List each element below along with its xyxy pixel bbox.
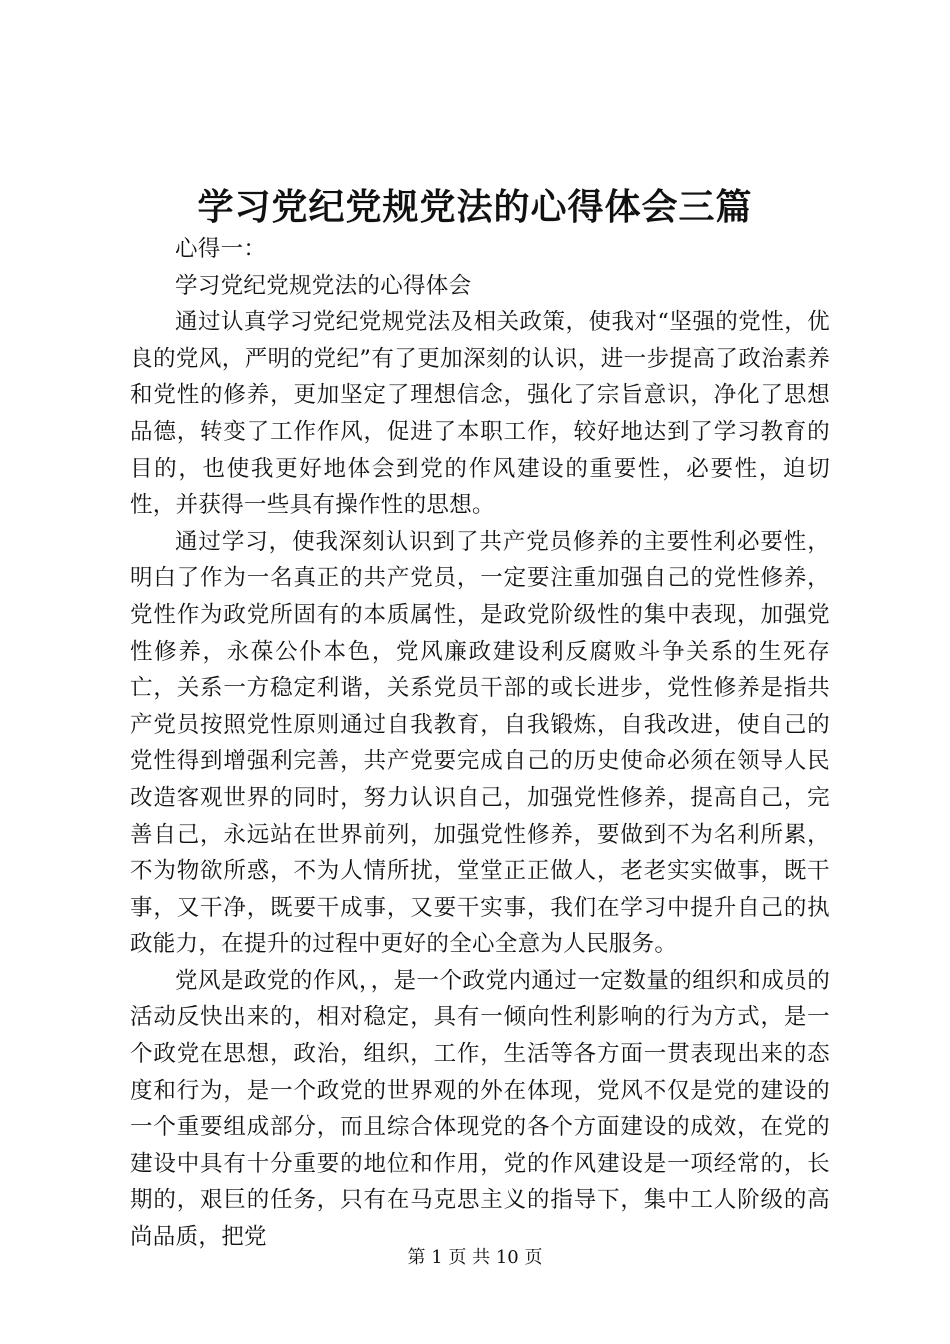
page-footer: 第 1 页 共 10 页 (407, 1247, 543, 1268)
paragraph: 通过学习，使我深刻认识到了共产党员修养的主要性利必要性，明白了作为一名真正的共产党员，一定要注重加强自己的党性修养，党性作为政党所固有的本质属性，是政党阶级性的集中表现，加强党性修养，永葆公仆本色，党风廉政建设利反腐败斗争关系的生死存亡，关系一方稳定利谐，关系党员干部的或长进步，党性修养是指共产党员按照党性原则通过自我教育，自我锻炼，自我改进，使自己的党性得到增强利完善，共产党要完成自己的历史使命必须在领导人民改造客观世界的同时，努力认识自己，加强党性修养，提高自己，完善自己，永远站在世界前列，加强党性修养，要做到不为名利所累，不为物欲所惑，不为人情所扰，堂堂正正做人，老老实实做事，既干事，又干净，既要干成事，又要干实事，我们在学习中提升自己的执政能力，在提升的过程中更好的全心全意为人民服务。 (130, 528, 830, 958)
section-subheading: 学习党纪党规党法的心得体会 (175, 272, 472, 299)
section-heading: 心得一： (175, 236, 267, 262)
paragraph: 通过认真学习党纪党规党法及相关政策，使我对“坚强的党性，优良的党风，严明的党纪”有了更加深刻的认识，进一步提高了政治素养和党性的修养，更加坚定了理想信念，强化了宗旨意识，净化了思想品德，转变了工作作风，促进了本职工作，较好地达到了学习教育的目的，也使我更好地体会到党的作风建设的重要性，必要性，迫切性，并获得一些具有操作性的思想。 (130, 309, 830, 519)
paragraph: 党风是政党的作风，，是一个政党内通过一定数量的组织和成员的活动反快出来的，相对稳定，具有一倾向性利影响的行为方式，是一个政党在思想，政治，组织，工作，生活等各方面一贯表现出来的态度和行为，是一个政党的世界观的外在体现，党风不仅是党的建设的一个重要组成部分，而且综合体现党的各个方面建设的成效，在党的建设中具有十分重要的地位和作用，党的作风建设是一项经常的，长期的，艰巨的任务，只有在马克思主义的指导下，集中工人阶级的高尚品质，把党 (130, 967, 830, 1251)
document-body (130, 231, 830, 1256)
document-title: 学习党纪党规党法的心得体会三篇 (197, 186, 753, 228)
